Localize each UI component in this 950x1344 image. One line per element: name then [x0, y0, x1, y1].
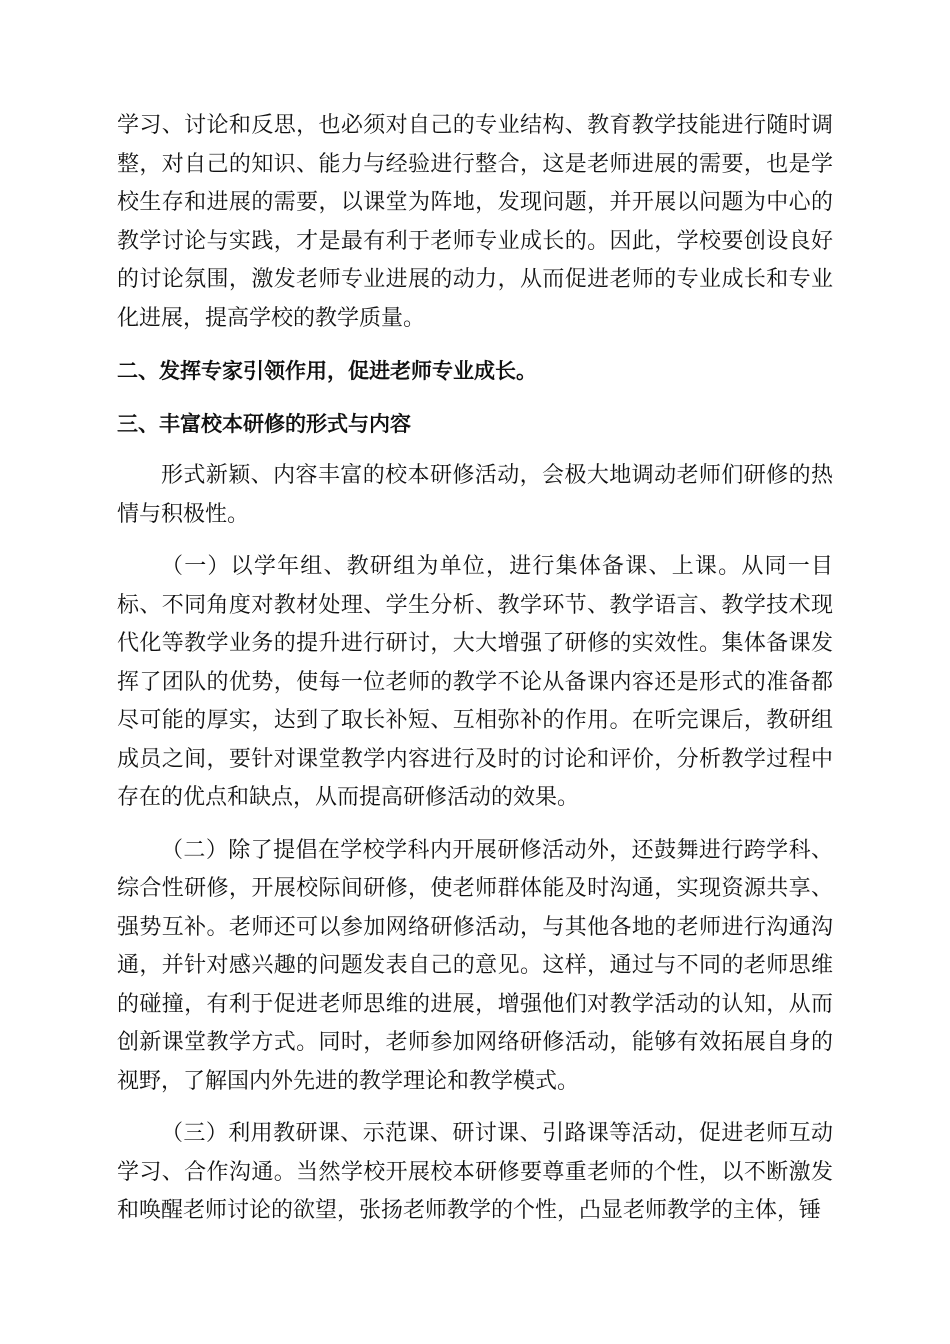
section-heading-3: 三、丰富校本研修的形式与内容: [117, 411, 411, 436]
paragraph-intro: 形式新颖、内容丰富的校本研修活动，会极大地调动老师们研修的热情与积极性。: [117, 463, 833, 527]
paragraph-continuation: 学习、讨论和反思，也必须对自己的专业结构、教育教学技能进行随时调整，对自己的知识、能力与经验进行整合，这是老师进展的需要，也是学校生存和进展的需要，以课堂为阵地，发现问题，并开展以问题为中心的教学讨论与实践，才是最有利于老师专业成长的。因此，学校要创设良好的讨论氛围，激发老师专业进展的动力，从而促进老师的专业成长和专业化进展，提高学校的教学质量。: [117, 113, 833, 331]
section-heading-2: 二、发挥专家引领作用，促进老师专业成长。: [117, 359, 537, 383]
paragraph-item-3: （三）利用教研课、示范课、研讨课、引路课等活动，促进老师互动学习、合作沟通。当然学校开展校本研修要尊重老师的个性，以不断激发和唤醒老师讨论的欲望，张扬老师教学的个性，凸显老师教学的主体，锤: [117, 1121, 833, 1223]
paragraph-item-2: （二）除了提倡在学校学科内开展研修活动外，还鼓舞进行跨学科、综合性研修，开展校际间研修，使老师群体能及时沟通，实现资源共享、强势互补。老师还可以参加网络研修活动，与其他各地的老师进行沟通沟通，并针对感兴趣的问题发表自己的意见。这样，通过与不同的老师思维的碰撞，有利于促进老师思维的进展，增强他们对教学活动的认知，从而创新课堂教学方式。同时，老师参加网络研修活动，能够有效拓展自身的视野，了解国内外先进的教学理论和教学模式。: [117, 837, 833, 1094]
document-body: [117, 107, 833, 1245]
paragraph-item-1: （一）以学年组、教研组为单位，进行集体备课、上课。从同一目标、不同角度对教材处理、学生分析、教学环节、教学语言、教学技术现代化等教学业务的提升进行研讨，大大增强了研修的实效性。集体备课发挥了团队的优势，使每一位老师的教学不论从备课内容还是形式的准备都尽可能的厚实，达到了取长补短、互相弥补的作用。在听完课后，教研组成员之间，要针对课堂教学内容进行及时的讨论和评价，分析教学过程中存在的优点和缺点，从而提高研修活动的效果。: [117, 554, 833, 810]
